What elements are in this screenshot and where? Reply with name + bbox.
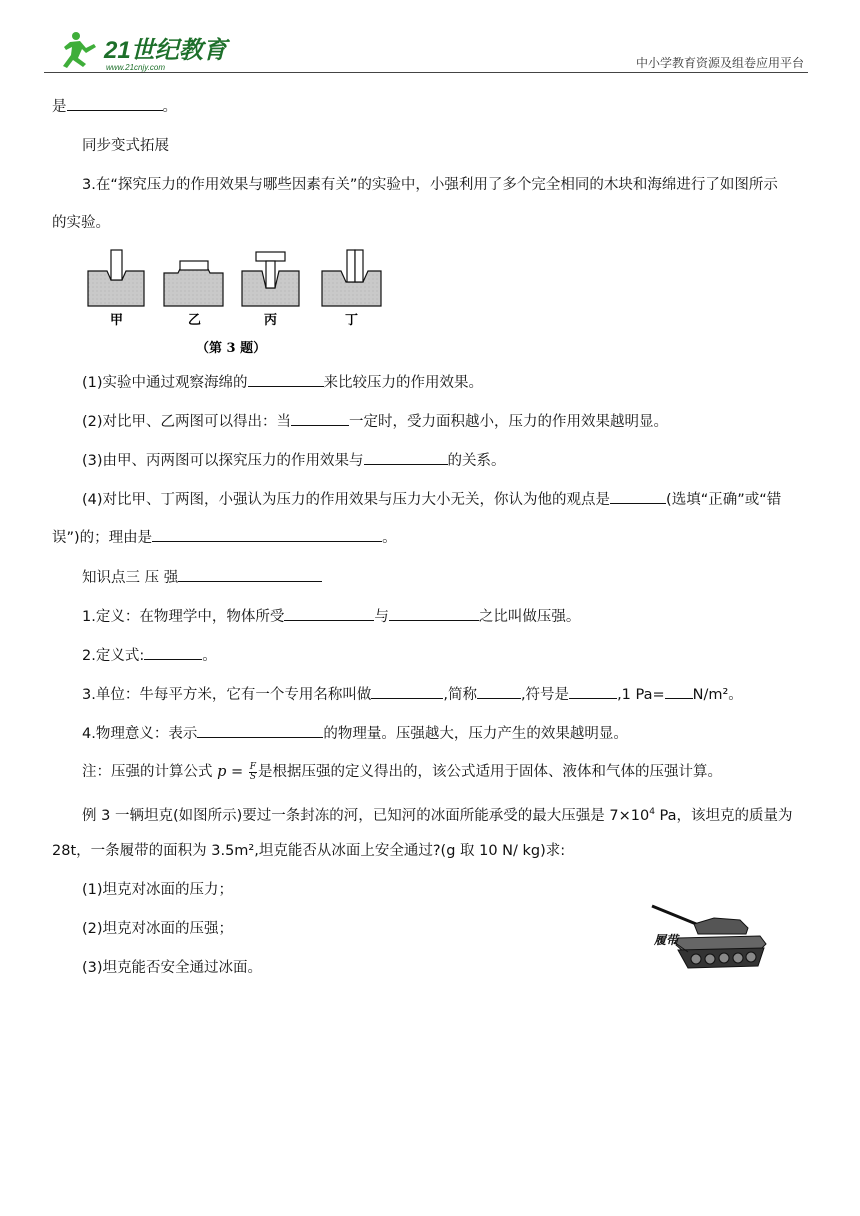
example-3-q1: (1)坦克对冰面的压力； (82, 882, 234, 898)
example-3-q2: (2)坦克对冰面的压强； (82, 921, 234, 937)
figure-bing (242, 252, 299, 306)
answer-blank[interactable] (248, 372, 324, 387)
figure-jia (88, 250, 144, 306)
figure-ding (322, 250, 381, 306)
platform-name: 中小学教育资源及组卷应用平台 (635, 56, 804, 70)
question-3-2: (2)对比甲、乙两图可以得出：当 一定时，受力面积越小，压力的作用效果越明显。 (82, 411, 668, 432)
answer-blank[interactable] (152, 527, 382, 542)
answer-blank[interactable] (144, 645, 202, 660)
experiment-figure (84, 246, 384, 358)
figure-label-yi: 乙 (188, 313, 202, 328)
answer-blank[interactable] (197, 723, 323, 738)
physical-meaning-line: 4.物理意义：表示 的物理量。压强越大，压力产生的效果越明显。 (82, 723, 628, 744)
knowledge-point-3-heading: 知识点三 压 强 (82, 567, 322, 588)
answer-blank[interactable] (371, 684, 443, 699)
figure-label-bing: 丙 (264, 313, 278, 328)
formula-fraction: $\frac{F}{S}$ (249, 761, 257, 782)
tank-illustration (648, 898, 770, 978)
tank-track-label: 履带 (654, 933, 679, 947)
logo (60, 28, 240, 74)
answer-blank[interactable] (665, 684, 693, 699)
logo-url: www.21cnjy.com (106, 63, 165, 72)
answer-blank[interactable] (67, 96, 163, 111)
section-heading-extension: 同步变式拓展 (82, 138, 169, 154)
question-3-intro-cont: 的实验。 (52, 215, 110, 231)
figure-label-jia: 甲 (110, 313, 124, 328)
formula-p: p (217, 764, 227, 780)
question-3-1: (1)实验中通过观察海绵的 来比较压力的作用效果。 (82, 372, 483, 393)
figure-yi (164, 261, 223, 306)
answer-blank[interactable] (610, 489, 666, 504)
header-divider (44, 72, 808, 73)
question-3-intro: 3.在“探究压力的作用效果与哪些因素有关”的实验中，小强利用了多个完全相同的木块和海绵进行了如图所示 (82, 177, 778, 193)
question-3-4: (4)对比甲、丁两图，小强认为压力的作用效果与压力大小无关，你认为他的观点是 (选填“正确”或“错 (82, 489, 781, 510)
runner-icon (63, 32, 96, 68)
example-3-line-1: 例 3 一辆坦克(如图所示)要过一条封冻的河，已知河的冰面所能承受的最大压强是 $7\times 10^4$ Pa，该坦克的质量为 (82, 807, 793, 824)
answer-blank[interactable] (477, 684, 521, 699)
definition-line: 1.定义：在物理学中，物体所受 与 之比叫做压强。 (82, 606, 580, 627)
logo-text: 21世纪教育 (104, 37, 227, 64)
question-3-4-cont: 误”)的；理由是 。 (52, 527, 397, 548)
unit-line: 3.单位：牛每平方米，它有一个专用名称叫做 ,简称 ,符号是 ,1 Pa= N/m²。 (82, 684, 743, 705)
answer-blank[interactable] (291, 411, 349, 426)
continued-line: 是 。 (52, 96, 177, 117)
answer-blank[interactable] (389, 606, 479, 621)
figure-label-ding: 丁 (345, 313, 359, 328)
answer-blank[interactable] (569, 684, 617, 699)
figure-caption: （第 3 题） (196, 341, 267, 356)
question-3-3: (3)由甲、丙两图可以探究压力的作用效果与 的关系。 (82, 450, 506, 471)
answer-blank[interactable] (284, 606, 374, 621)
example-3-line-2: 28t，一条履带的面积为 3.5m²,坦克能否从冰面上安全通过?(g 取 10 N/ kg)求: (52, 843, 566, 859)
note-line: 注：压强的计算公式 p = $\frac{F}{S}$ 是根据压强的定义得出的，该公式适用于固体、液体和气体的压强计算。 (82, 761, 723, 782)
heading-underline (178, 567, 322, 582)
example-3-q3: (3)坦克能否安全通过冰面。 (82, 960, 263, 976)
answer-blank[interactable] (364, 450, 448, 465)
definition-formula-line: 2.定义式: 。 (82, 645, 217, 666)
